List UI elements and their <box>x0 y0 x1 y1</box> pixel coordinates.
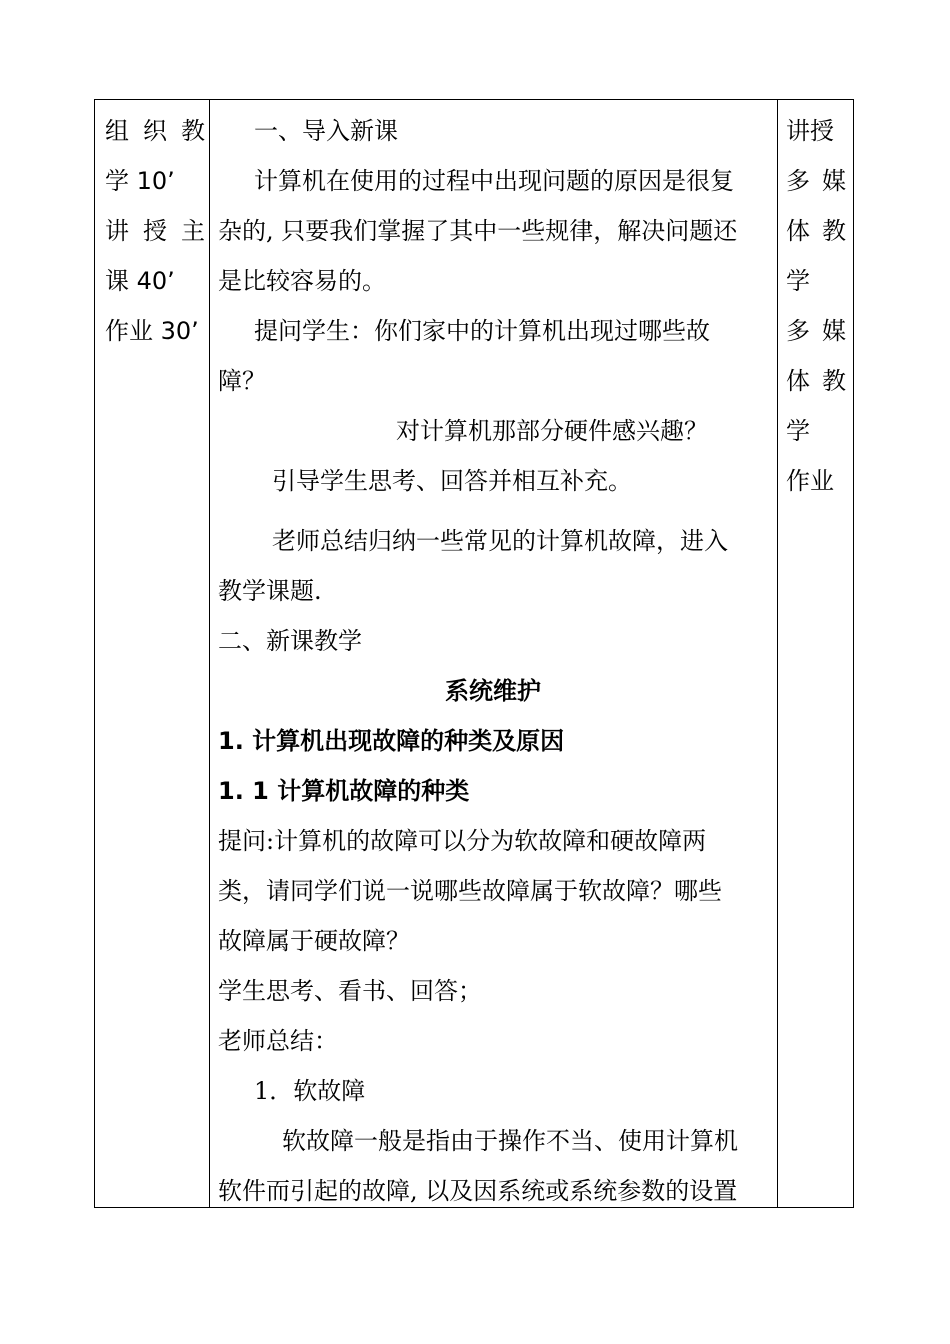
time-line: 作业 30’ <box>105 317 199 345</box>
column-divider-left <box>209 100 210 1207</box>
content-line: 障？ <box>218 367 266 395</box>
content-line: 引导学生思考、回答并相互补充。 <box>272 467 632 495</box>
content-line: 1．软故障 <box>254 1077 366 1105</box>
method-line: 体 教 <box>786 367 846 395</box>
method-line: 学 <box>786 267 810 295</box>
content-line: 故障属于硬故障？ <box>218 927 410 955</box>
method-line: 学 <box>786 417 810 445</box>
lesson-title: 系统维护 <box>445 677 541 705</box>
content-line: 杂的, 只要我们掌握了其中一些规律，解决问题还 <box>218 217 738 245</box>
content-line: 类，请同学们说一说哪些故障属于软故障？哪些 <box>218 877 722 905</box>
content-line: 软故障一般是指由于操作不当、使用计算机 <box>282 1127 738 1155</box>
content-line: 提问学生：你们家中的计算机出现过哪些故 <box>254 317 710 345</box>
method-line: 体 教 <box>786 217 846 245</box>
time-line: 组 织 教 <box>105 117 205 145</box>
subheading: 1. 计算机出现故障的种类及原因 <box>218 727 565 755</box>
method-line: 多 媒 <box>786 167 846 195</box>
method-line: 作业 <box>786 467 834 495</box>
lesson-plan-table <box>94 99 854 1208</box>
time-line: 课 40’ <box>105 267 175 295</box>
time-line: 学 10’ <box>105 167 175 195</box>
time-line: 讲 授 主 <box>105 217 205 245</box>
time-allocation-column <box>105 106 205 356</box>
lesson-content-column <box>218 106 768 1216</box>
subheading: 1. 1 计算机故障的种类 <box>218 777 470 805</box>
method-line: 多 媒 <box>786 317 846 345</box>
content-line: 计算机在使用的过程中出现问题的原因是很复 <box>254 167 734 195</box>
column-divider-right <box>777 100 778 1207</box>
teaching-method-column <box>786 106 846 506</box>
content-line: 软件而引起的故障, 以及因系统或系统参数的设置 <box>218 1177 738 1205</box>
content-line: 对计算机那部分硬件感兴趣？ <box>396 417 708 445</box>
content-line: 学生思考、看书、回答； <box>218 977 482 1005</box>
section-heading-new: 二、新课教学 <box>218 627 362 655</box>
content-line: 教学课题. <box>218 577 322 605</box>
content-line: 是比较容易的。 <box>218 267 386 295</box>
section-heading-intro: 一、导入新课 <box>254 117 398 145</box>
content-line: 老师总结： <box>218 1027 338 1055</box>
content-line: 老师总结归纳一些常见的计算机故障，进入 <box>272 527 728 555</box>
method-line: 讲授 <box>786 117 834 145</box>
content-line: 提问:计算机的故障可以分为软故障和硬故障两 <box>218 827 707 855</box>
